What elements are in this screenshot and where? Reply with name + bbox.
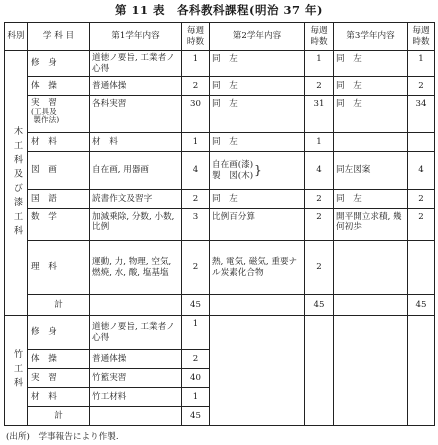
year2-content: 比例百分算 bbox=[210, 209, 305, 241]
table-row bbox=[5, 316, 435, 350]
year2-content: 同 左 bbox=[210, 96, 305, 133]
year1-hours: 1 bbox=[182, 316, 210, 350]
header-hours1-label: 毎週時数 bbox=[186, 26, 205, 47]
year2-hours: 2 bbox=[305, 77, 334, 96]
table-row bbox=[5, 96, 435, 133]
year1-hours: 3 bbox=[182, 209, 210, 241]
header-hours2 bbox=[305, 23, 334, 51]
curriculum-table bbox=[4, 22, 435, 426]
year3-content: 同 左 bbox=[334, 96, 408, 133]
subject-cell: 体 操 bbox=[28, 350, 90, 369]
section-label-bamboo: 竹工科 bbox=[5, 316, 28, 426]
table-row bbox=[5, 190, 435, 209]
year3-hours: 2 bbox=[408, 209, 435, 241]
year3-hours bbox=[408, 133, 435, 152]
year1-hours: 1 bbox=[182, 51, 210, 77]
year1-content: 道徳ノ要旨, 工業者ノ心得 bbox=[90, 51, 182, 77]
year1-hours: 45 bbox=[182, 295, 210, 316]
table-row bbox=[5, 133, 435, 152]
subject-cell bbox=[28, 96, 90, 133]
year2-content: 熱, 電気, 磁気, 重要ナル炭素化合物 bbox=[210, 241, 305, 295]
drawing-wood: 製 図(木) bbox=[212, 170, 254, 181]
subject-cell: 材 料 bbox=[28, 388, 90, 407]
subject-cell: 実 習 bbox=[28, 369, 90, 388]
table-row bbox=[5, 209, 435, 241]
table-row bbox=[5, 241, 435, 295]
table-row bbox=[5, 152, 435, 190]
year1-content bbox=[90, 407, 182, 426]
year1-content bbox=[90, 295, 182, 316]
right-brace-icon: } bbox=[254, 163, 262, 178]
subject-label: 実 習 bbox=[31, 98, 57, 108]
subject-cell: 修 身 bbox=[28, 51, 90, 77]
subject-cell: 計 bbox=[28, 295, 90, 316]
year3-content: 同左図案 bbox=[334, 152, 408, 190]
year2-hours: 2 bbox=[305, 209, 334, 241]
year1-content: 道徳ノ要旨, 工業者ノ心得 bbox=[90, 316, 182, 350]
year2-hours: 31 bbox=[305, 96, 334, 133]
year1-content: 運動, 力, 物理, 空気, 燃焼, 水, 酸, 塩基塩 bbox=[90, 241, 182, 295]
header-hours3-label: 毎週時数 bbox=[412, 26, 430, 47]
year1-content: 普通体操 bbox=[90, 77, 182, 96]
year2-empty bbox=[210, 316, 305, 426]
year1-hours: 2 bbox=[182, 77, 210, 96]
year1-hours: 40 bbox=[182, 369, 210, 388]
year2-hours: 45 bbox=[305, 295, 334, 316]
source-note: (出所) 学事報告により作製. bbox=[6, 432, 119, 442]
year1-content: 竹籃実習 bbox=[90, 369, 182, 388]
year2-content: 同 左 bbox=[210, 133, 305, 152]
year1-hours: 1 bbox=[182, 133, 210, 152]
subject-cell: 国 語 bbox=[28, 190, 90, 209]
subject-cell: 材 料 bbox=[28, 133, 90, 152]
year3-content: 同 左 bbox=[334, 77, 408, 96]
header-year1: 第1学年内容 bbox=[90, 23, 182, 51]
year2-content: 同 左 bbox=[210, 190, 305, 209]
year3-content bbox=[334, 241, 408, 295]
year3-hours: 34 bbox=[408, 96, 435, 133]
year2-content bbox=[210, 152, 305, 190]
year2-hours: 1 bbox=[305, 133, 334, 152]
year2-hours: 2 bbox=[305, 190, 334, 209]
subject-cell: 修 身 bbox=[28, 316, 90, 350]
header-year3: 第3学年内容 bbox=[334, 23, 408, 51]
header-category: 科別 bbox=[5, 23, 28, 51]
year1-hours: 2 bbox=[182, 241, 210, 295]
subject-cell: 理 科 bbox=[28, 241, 90, 295]
header-hours2-label: 毎週時数 bbox=[310, 26, 328, 47]
year2-content bbox=[210, 295, 305, 316]
header-row bbox=[5, 23, 435, 51]
year2-hours: 2 bbox=[305, 241, 334, 295]
year3-hours: 2 bbox=[408, 77, 435, 96]
year1-hours: 1 bbox=[182, 388, 210, 407]
table-row bbox=[5, 51, 435, 77]
year3-content bbox=[334, 133, 408, 152]
year2-content: 同 左 bbox=[210, 77, 305, 96]
year1-content: 読書作文及習字 bbox=[90, 190, 182, 209]
header-year2: 第2学年内容 bbox=[210, 23, 305, 51]
header-subject: 学 科 目 bbox=[28, 23, 90, 51]
year3-hours bbox=[408, 241, 435, 295]
subject-cell: 計 bbox=[28, 407, 90, 426]
section-label-woodwork: 木工科及び漆工科 bbox=[5, 51, 28, 316]
subject-cell: 数 学 bbox=[28, 209, 90, 241]
year2-hours: 4 bbox=[305, 152, 334, 190]
year3-hours: 2 bbox=[408, 190, 435, 209]
subject-note: (工具及 製作法) bbox=[31, 107, 60, 125]
year3-content bbox=[334, 295, 408, 316]
subject-cell: 体 操 bbox=[28, 77, 90, 96]
drawing-split bbox=[212, 160, 253, 180]
hours2-empty bbox=[305, 316, 334, 426]
total-row bbox=[5, 295, 435, 316]
year3-hours: 45 bbox=[408, 295, 435, 316]
year2-content: 同 左 bbox=[210, 51, 305, 77]
year1-hours: 2 bbox=[182, 190, 210, 209]
subject-cell: 図 画 bbox=[28, 152, 90, 190]
year1-hours: 45 bbox=[182, 407, 210, 426]
year1-hours: 2 bbox=[182, 350, 210, 369]
table-title: 第 11 表 各科教科課程(明治 37 年) bbox=[115, 3, 323, 17]
year3-hours: 1 bbox=[408, 51, 435, 77]
header-hours3 bbox=[408, 23, 435, 51]
year2-hours: 1 bbox=[305, 51, 334, 77]
hours3-empty bbox=[408, 316, 435, 426]
year1-hours: 30 bbox=[182, 96, 210, 133]
year1-content: 各科実習 bbox=[90, 96, 182, 133]
year3-hours: 4 bbox=[408, 152, 435, 190]
year1-content: 竹工材料 bbox=[90, 388, 182, 407]
year1-hours: 4 bbox=[182, 152, 210, 190]
year1-content: 材 料 bbox=[90, 133, 182, 152]
year1-content: 自在画, 用器画 bbox=[90, 152, 182, 190]
year3-content: 同 左 bbox=[334, 51, 408, 77]
year1-content: 普通体操 bbox=[90, 350, 182, 369]
year3-content: 開平開立求積, 幾何初歩 bbox=[334, 209, 408, 241]
year1-content: 加減乗除, 分数, 小数, 比例 bbox=[90, 209, 182, 241]
year3-content: 同 左 bbox=[334, 190, 408, 209]
drawing-lacquer: 自在画(漆) bbox=[212, 160, 254, 171]
table-row bbox=[5, 77, 435, 96]
year3-empty bbox=[334, 316, 408, 426]
header-hours1 bbox=[182, 23, 210, 51]
